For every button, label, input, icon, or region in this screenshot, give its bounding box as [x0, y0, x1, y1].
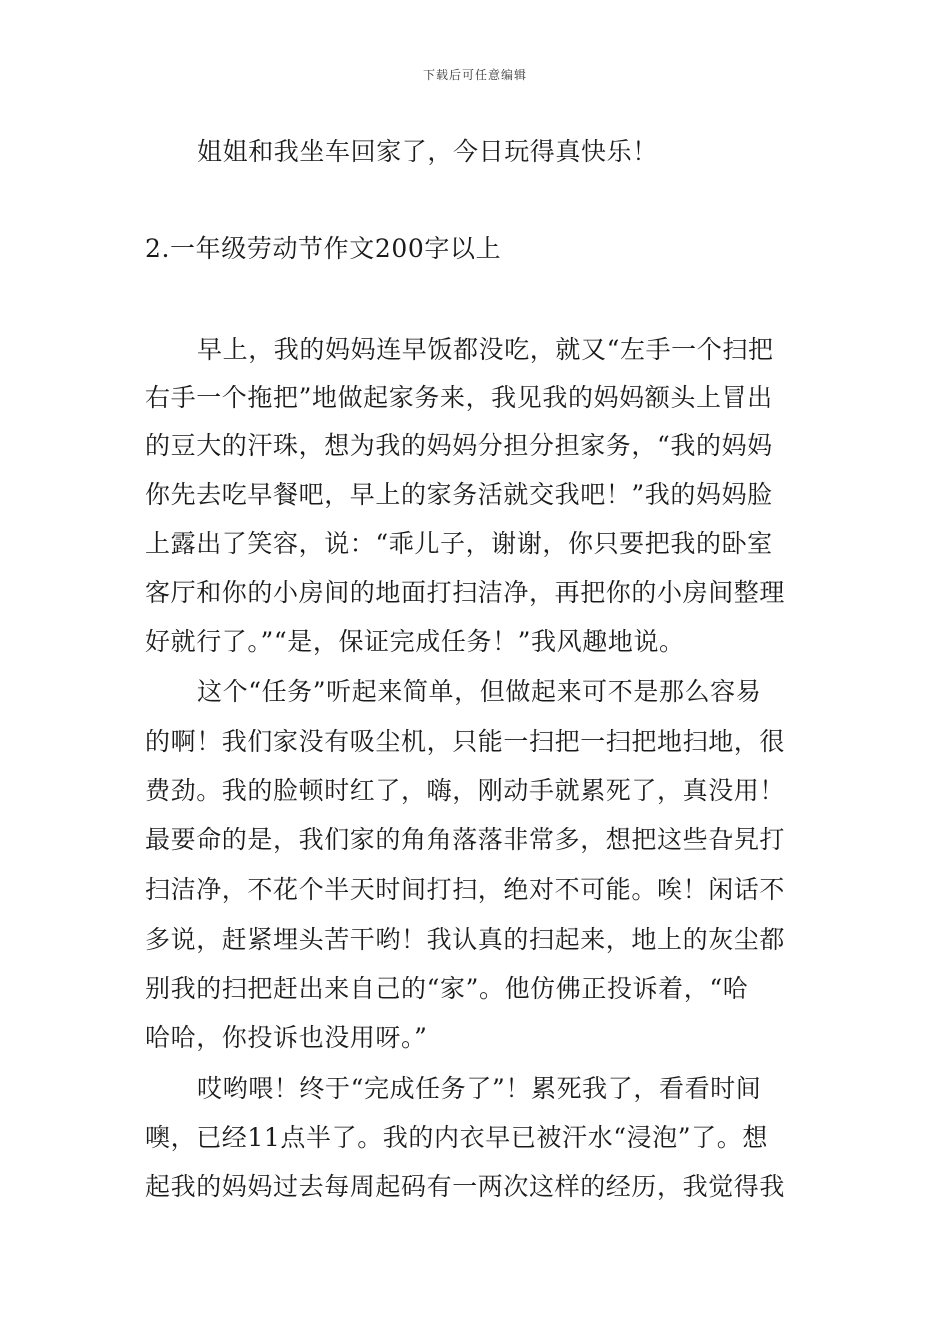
paragraph-2-line: 哈哈，你投诉也没用呀。”: [145, 1023, 428, 1052]
paragraph-1-line: 客厅和你的小房间的地面打扫洁净，再把你的小房间整理: [145, 578, 786, 607]
paragraph-2-line: 多说，赶紧埋头苦干哟！我认真的扫起来，地上的灰尘都: [145, 925, 786, 954]
paragraph-2-line: 别我的扫把赶出来自己的“家”。他仿佛正投诉着，“哈: [145, 974, 749, 1003]
paragraph-1-line: 你先去吃早餐吧，早上的家务活就交我吧！”我的妈妈脸: [145, 480, 773, 509]
paragraph-1-line: 好就行了。”“是，保证完成任务！”我风趣地说。: [145, 627, 685, 656]
paragraph-2-line: 这个“任务”听起来简单，但做起来可不是那么容易: [197, 677, 762, 706]
paragraph-2-line: 最要命的是，我们家的角角落落非常多，想把这些旮旯打: [145, 825, 786, 854]
paragraph-3-line: 哎哟喂！终于“完成任务了”！累死我了，看看时间: [197, 1074, 762, 1103]
page-header: 下载后可任意编辑: [422, 68, 527, 82]
section-title: 2.一年级劳动节作文200字以上: [145, 234, 502, 263]
paragraph-1-line: 上露出了笑容，说：“乖儿子，谢谢，你只要把我的卧室: [145, 529, 773, 558]
paragraph-1-line: 右手一个拖把”地做起家务来，我见我的妈妈额头上冒出: [145, 383, 773, 412]
paragraph-1-line: 早上，我的妈妈连早饭都没吃，就又“左手一个扫把: [197, 335, 774, 364]
paragraph-3-line: 噢，已经11点半了。我的内衣早已被汗水“浸泡”了。想: [145, 1123, 768, 1152]
paragraph-2-line: 扫洁净，不花个半天时间打扫，绝对不可能。唉！闲话不: [145, 875, 786, 904]
paragraph-3-line: 起我的妈妈过去每周起码有一两次这样的经历，我觉得我: [145, 1172, 786, 1201]
closing-line: 姐姐和我坐车回家了，今日玩得真快乐！: [197, 137, 658, 166]
paragraph-2-line: 费劲。我的脸顿时红了，嗨，刚动手就累死了，真没用！: [145, 776, 786, 805]
paragraph-2-line: 的啊！我们家没有吸尘机，只能一扫把一扫把地扫地，很: [145, 727, 786, 756]
paragraph-1-line: 的豆大的汗珠，想为我的妈妈分担分担家务，“我的妈妈: [145, 431, 773, 460]
